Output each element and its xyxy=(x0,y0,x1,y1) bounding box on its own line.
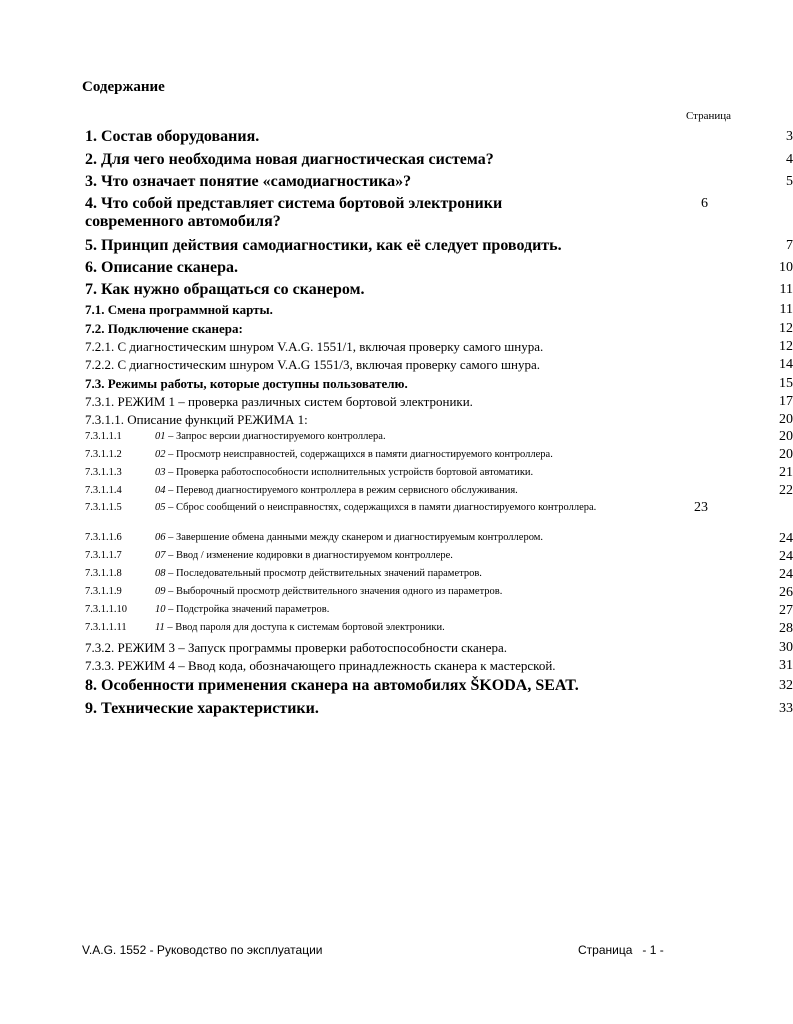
toc-entry-page: 30 xyxy=(779,640,793,655)
toc-entry-text: Выборочный просмотр действительного значения одного из параметров. xyxy=(176,586,503,597)
toc-entry-number: 7.3.1.1.4 xyxy=(85,485,122,496)
toc-entry-7-3-1-1-1: 7.3.1.1.1 01 – Запрос версии диагностируемого контроллера. 20 xyxy=(85,429,793,444)
toc-entry-1 xyxy=(85,128,793,146)
toc-entry-page: 31 xyxy=(779,658,793,673)
toc-entry-text: 7.2. Подключение сканера: xyxy=(85,321,243,336)
toc-entry-number: 7.3.1.1.8 xyxy=(85,568,122,579)
toc-entry-page: 24 xyxy=(779,549,793,564)
toc-entry-page: 32 xyxy=(779,678,793,693)
toc-entry-code: 07 xyxy=(155,550,166,561)
toc-entry-page: 11 xyxy=(779,282,793,297)
toc-entry-7-3-1 xyxy=(85,394,793,410)
toc-entry-3 xyxy=(85,173,793,191)
toc-entry-7-1 xyxy=(85,302,793,318)
toc-entry-7-3-1-1-6: 7.3.1.1.6 06 – Завершение обмена данными между сканером и диагностируемым контроллером. 24 xyxy=(85,531,793,546)
toc-entry-8 xyxy=(85,677,793,695)
toc-entry-7-3-1-1-3: 7.3.1.1.3 03 – Проверка работоспособности исполнительных устройств бортовой автоматики. 21 xyxy=(85,465,793,480)
toc-entry-7 xyxy=(85,281,793,299)
toc-entry-7-3-1-1-11: 7.3.1.1.11 11 – Ввод пароля для доступа к системам бортовой электроники. 28 xyxy=(85,621,793,636)
toc-entry-text: 7.3.2. РЕЖИМ 3 – Запуск программы проверки работоспособности сканера. xyxy=(85,640,508,655)
toc-entry-text: 7.3. Режимы работы, которые доступны пользователю. xyxy=(85,376,408,391)
toc-entry-7-3-3 xyxy=(85,658,793,674)
toc-entry-page: 12 xyxy=(779,321,793,336)
footer-page-number: - 1 - xyxy=(642,943,664,957)
toc-entry-text: 4. Что собой представляет система бортовой электроники современного автомобиля? xyxy=(85,195,503,230)
toc-entry-code: 04 xyxy=(155,485,166,496)
toc-entry-page: 20 xyxy=(779,412,793,427)
toc-entry-text: Ввод пароля для доступа к системам бортовой электроники. xyxy=(175,622,445,633)
toc-entry-number: 7.3.1.1.10 xyxy=(85,604,127,615)
toc-entry-page: 22 xyxy=(779,483,793,498)
toc-entry-text: 8. Особенности применения сканера на автомобилях ŠKODA, SEAT. xyxy=(85,677,579,694)
toc-entry-7-3-1-1-4: 7.3.1.1.4 04 – Перевод диагностируемого контроллера в режим сервисного обслуживания. 22 xyxy=(85,483,793,498)
toc-entry-code: 10 xyxy=(155,604,166,615)
toc-entry-7-3-2 xyxy=(85,640,793,656)
toc-entry-page: 7 xyxy=(786,238,793,253)
toc-entry-7-2-2 xyxy=(85,357,793,373)
toc-entry-7-3-1-1 xyxy=(85,412,793,428)
toc-entry-code: 11 xyxy=(155,622,165,633)
toc-entry-page: 24 xyxy=(779,531,793,546)
toc-entry-code: 03 xyxy=(155,467,166,478)
toc-entry-text: 7.2.1. С диагностическим шнуром V.A.G. 1551/1, включая проверку самого шнура. xyxy=(85,339,544,354)
toc-entry-5 xyxy=(85,237,793,255)
toc-entry-text: 7.3.1.1. Описание функций РЕЖИМА 1: xyxy=(85,412,308,427)
toc-entry-code: 08 xyxy=(155,568,166,579)
toc-entry-7-3-1-1-9: 7.3.1.1.9 09 – Выборочный просмотр действительного значения одного из параметров. 26 xyxy=(85,585,793,600)
toc-entry-page: 26 xyxy=(779,585,793,600)
toc-entry-9 xyxy=(85,700,793,718)
toc-entry-7-3-1-1-2: 7.3.1.1.2 02 – Просмотр неисправностей, содержащихся в памяти диагностируемого контроллера. 20 xyxy=(85,447,793,462)
toc-entry-number: 7.3.1.1.6 xyxy=(85,532,122,543)
toc-entry-number: 7.3.1.1.3 xyxy=(85,467,122,478)
toc-entry-text: 7. Как нужно обращаться со сканером. xyxy=(85,281,365,298)
toc-entry-4 xyxy=(85,195,708,231)
toc-entry-text: 1. Состав оборудования. xyxy=(85,128,260,145)
toc-title: Содержание xyxy=(82,79,165,95)
toc-entry-text: Последовательный просмотр действительных значений параметров. xyxy=(176,568,482,579)
toc-entry-text: Завершение обмена данными между сканером и диагностируемым контроллером. xyxy=(176,532,544,543)
toc-entry-text: 5. Принцип действия самодиагностики, как её следует проводить. xyxy=(85,237,562,254)
toc-entry-2 xyxy=(85,151,793,169)
toc-entry-6 xyxy=(85,259,793,277)
toc-entry-text: Ввод / изменение кодировки в диагностируемом контроллере. xyxy=(176,550,453,561)
toc-entry-page: 11 xyxy=(779,302,793,317)
toc-entry-7-3-1-1-7: 7.3.1.1.7 07 – Ввод / изменение кодировки в диагностируемом контроллере. 24 xyxy=(85,549,793,564)
toc-entry-page: 28 xyxy=(779,621,793,636)
toc-entry-text: Подстройка значений параметров. xyxy=(176,604,330,615)
toc-entry-page: 3 xyxy=(786,129,793,144)
toc-entry-code: 09 xyxy=(155,586,166,597)
toc-entry-text: 2. Для чего необходима новая диагностическая система? xyxy=(85,151,494,168)
toc-entry-number: 7.3.1.1.5 xyxy=(85,502,122,513)
toc-entry-number: 7.3.1.1.7 xyxy=(85,550,122,561)
toc-entry-code: 06 xyxy=(155,532,166,543)
toc-entry-page: 24 xyxy=(779,567,793,582)
toc-entry-page: 4 xyxy=(786,152,793,167)
toc-entry-text: Перевод диагностируемого контроллера в режим сервисного обслуживания. xyxy=(176,485,518,496)
toc-entry-page: 20 xyxy=(779,429,793,444)
toc-entry-page: 21 xyxy=(779,465,793,480)
toc-entry-code: 05 xyxy=(155,502,166,513)
toc-entry-7-3 xyxy=(85,376,793,392)
toc-entry-code: 02 xyxy=(155,449,166,460)
toc-entry-text: Сброс сообщений о неисправностях, содержащихся в памяти диагностируемого контроллера. xyxy=(176,502,597,513)
toc-entry-page: 6 xyxy=(701,196,708,211)
toc-entry-7-3-1-1-8: 7.3.1.1.8 08 – Последовательный просмотр действительных значений параметров. 24 xyxy=(85,567,793,582)
toc-entry-number: 7.3.1.1.11 xyxy=(85,622,127,633)
toc-entry-number: 7.3.1.1.9 xyxy=(85,586,122,597)
toc-entry-text: 3. Что означает понятие «самодиагностика»? xyxy=(85,173,412,190)
toc-entry-page: 12 xyxy=(779,339,793,354)
toc-entry-7-3-1-1-5: 7.3.1.1.5 05 – Сброс сообщений о неисправностях, содержащихся в памяти диагностируемого контроллера. 23 xyxy=(85,500,708,515)
toc-entry-text: 7.2.2. С диагностическим шнуром V.A.G 1551/3, включая проверку самого шнура. xyxy=(85,357,541,372)
toc-entry-page: 10 xyxy=(779,260,793,275)
toc-entry-page: 17 xyxy=(779,394,793,409)
toc-entry-text: 7.3.1. РЕЖИМ 1 – проверка различных систем бортовой электроники. xyxy=(85,394,473,409)
toc-entry-page: 27 xyxy=(779,603,793,618)
toc-entry-code: 01 xyxy=(155,431,166,442)
footer-document-title: V.A.G. 1552 - Руководство по эксплуатации xyxy=(82,943,323,957)
toc-entry-page: 33 xyxy=(779,701,793,716)
toc-entry-page: 23 xyxy=(694,500,708,515)
toc-entry-number: 7.3.1.1.1 xyxy=(85,431,122,442)
toc-entry-7-3-1-1-10: 7.3.1.1.10 10 – Подстройка значений параметров. 27 xyxy=(85,603,793,618)
toc-entry-text: 7.1. Смена программной карты. xyxy=(85,302,273,317)
footer-page-indicator xyxy=(578,943,664,957)
toc-entry-page: 5 xyxy=(786,174,793,189)
toc-entry-page: 20 xyxy=(779,447,793,462)
toc-entry-text: 9. Технические характеристики. xyxy=(85,700,319,717)
toc-entry-page: 14 xyxy=(779,357,793,372)
toc-entry-number: 7.3.1.1.2 xyxy=(85,449,122,460)
page-column-label: Страница xyxy=(685,110,731,122)
toc-entry-text: Проверка работоспособности исполнительных устройств бортовой автоматики. xyxy=(176,467,534,478)
toc-entry-text: Просмотр неисправностей, содержащихся в памяти диагностируемого контроллера. xyxy=(176,449,553,460)
toc-entry-7-2-1 xyxy=(85,339,793,355)
toc-entry-page: 15 xyxy=(779,376,793,391)
toc-entry-text: 7.3.3. РЕЖИМ 4 – Ввод кода, обозначающего принадлежность сканера к мастерской. xyxy=(85,658,556,673)
toc-entry-7-2 xyxy=(85,321,793,337)
toc-entry-text: Запрос версии диагностируемого контроллера. xyxy=(176,431,386,442)
toc-entry-text: 6. Описание сканера. xyxy=(85,259,239,276)
footer-page-label: Страница xyxy=(578,943,633,957)
